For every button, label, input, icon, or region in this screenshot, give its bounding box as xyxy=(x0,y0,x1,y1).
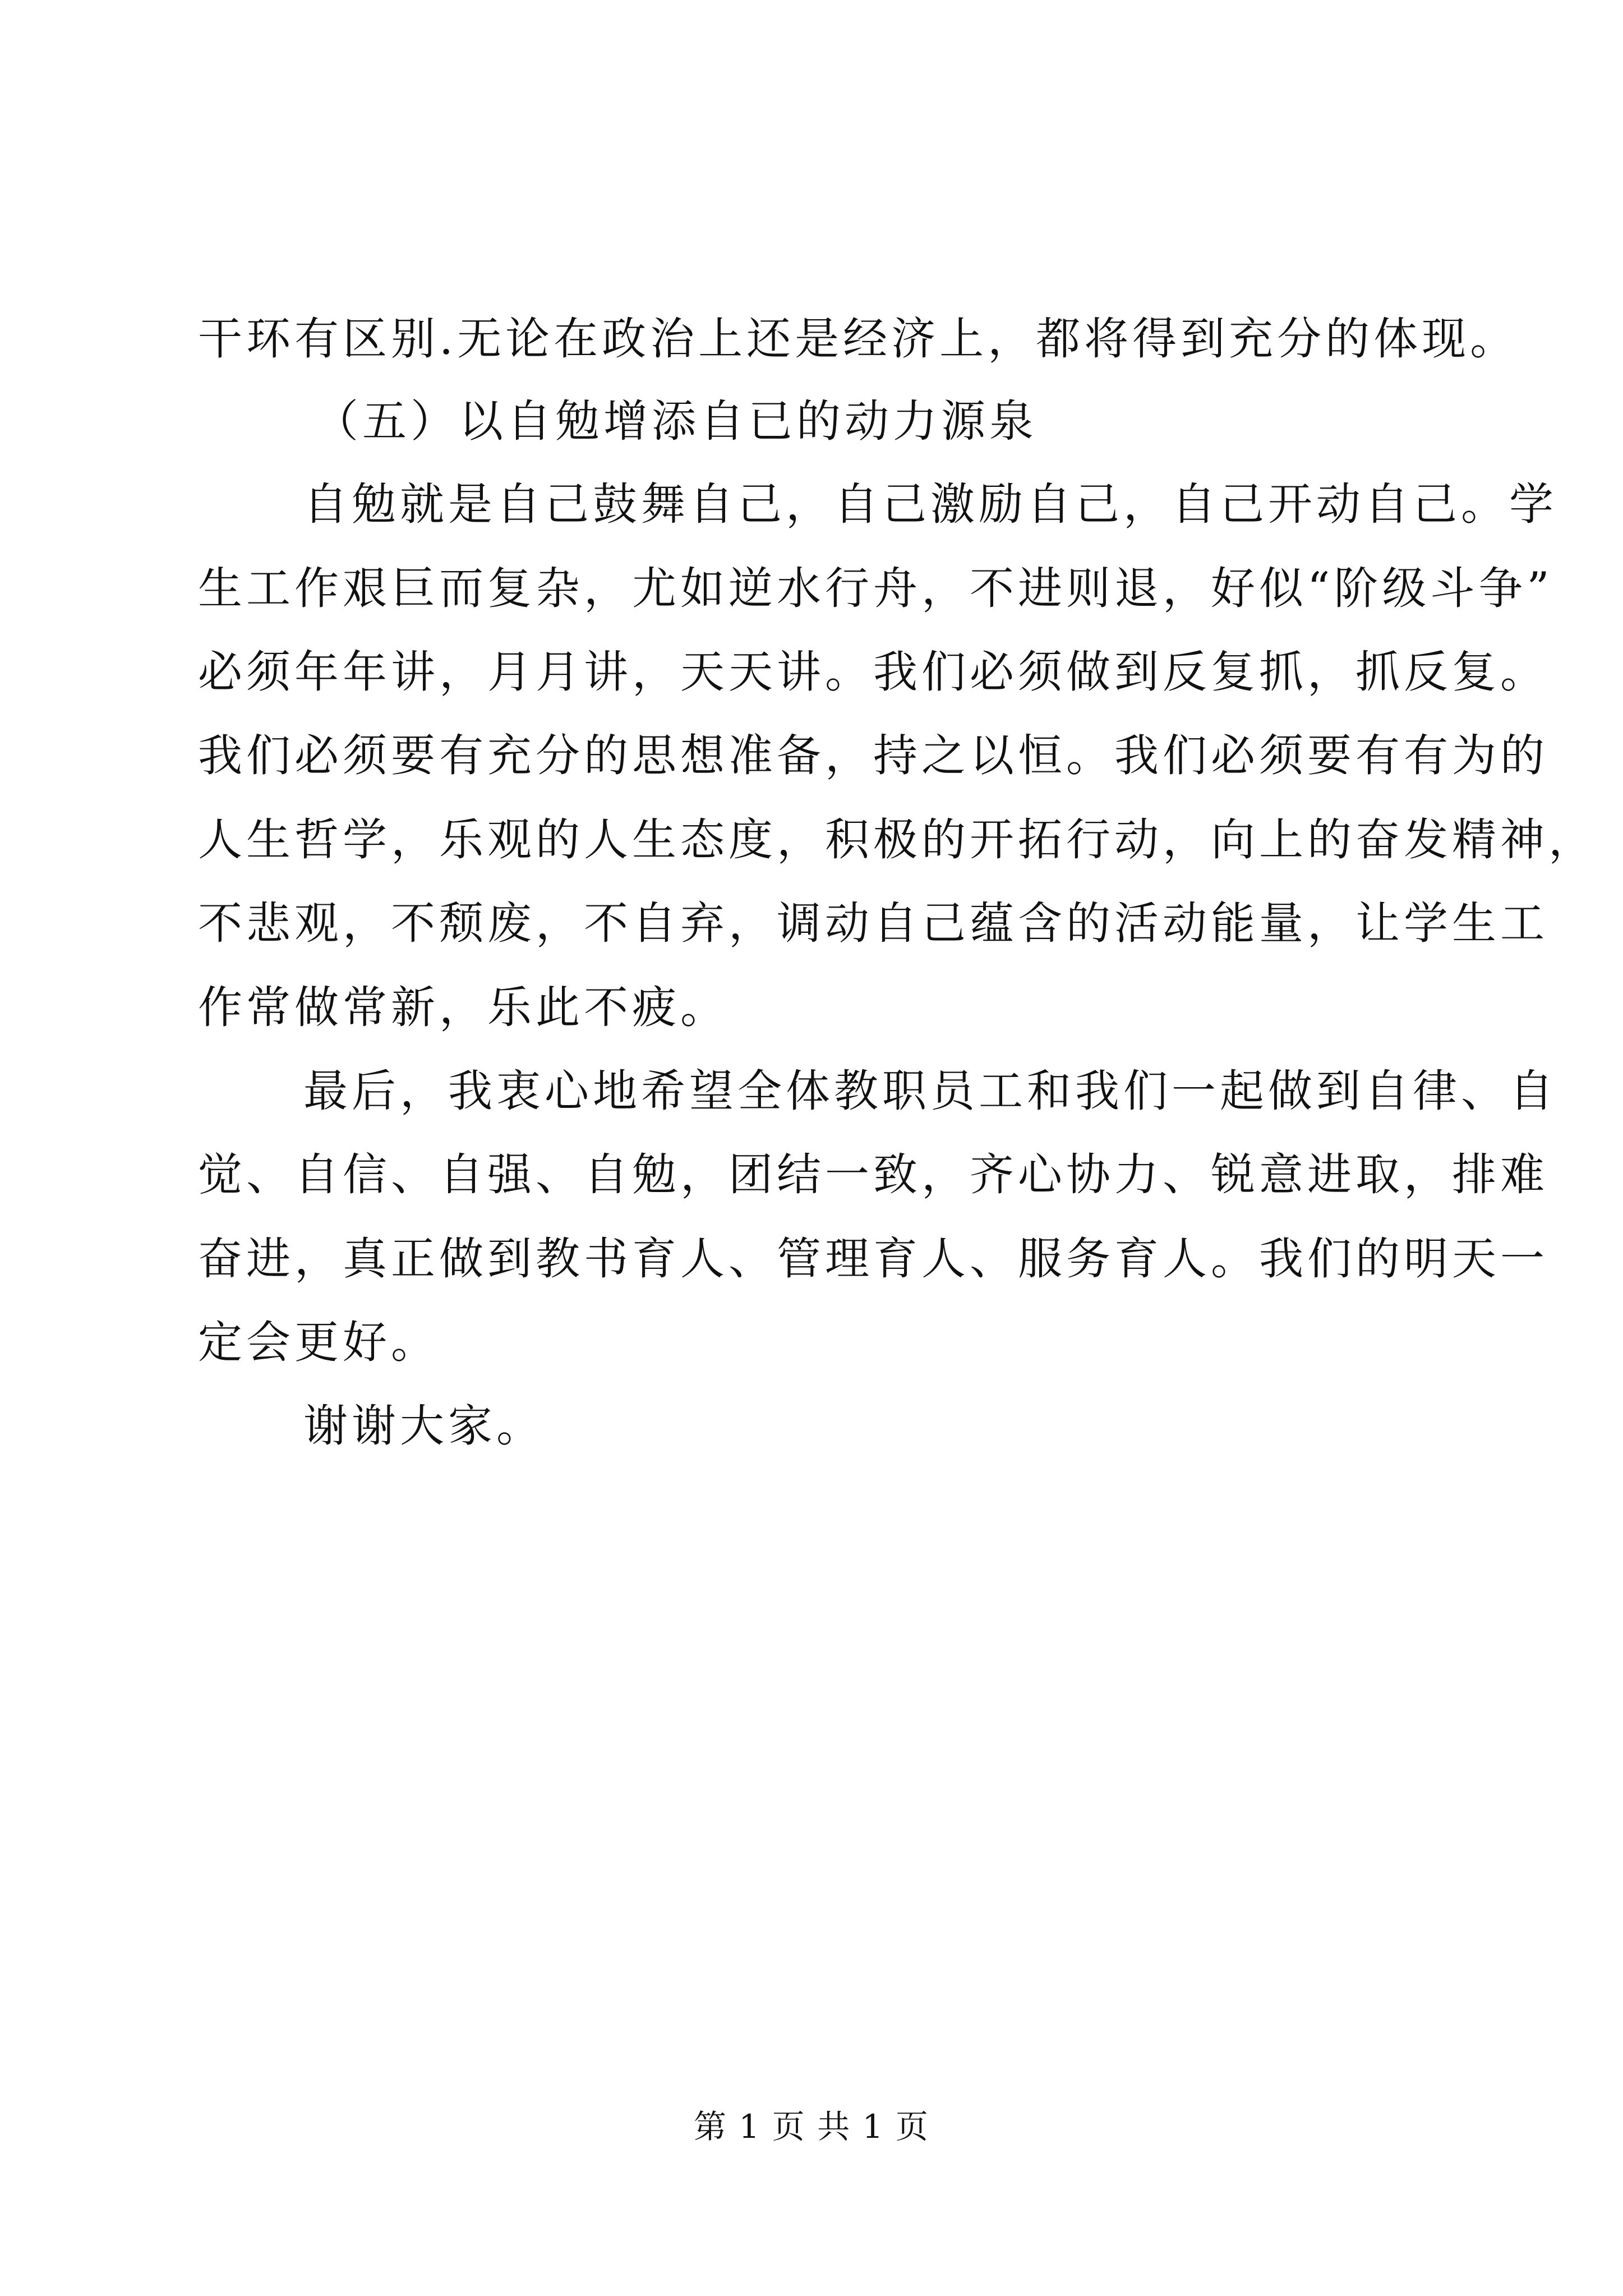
paragraph-line: 作常做常新，乐此不疲。 xyxy=(198,982,728,1033)
paragraph-line: 自勉就是自己鼓舞自己，自己激励自己，自己开动自己。学 xyxy=(303,478,1557,530)
paragraph-continuation-line: 干环有区别.无论在政治上还是经济上，都将得到充分的体现。 xyxy=(198,313,1519,365)
paragraph-line: 人生哲学，乐观的人生态度，积极的开拓行动，向上的奋发精神， xyxy=(198,814,1597,866)
section-heading: （五）以自勉增添自已的动力源泉 xyxy=(314,395,1038,447)
paragraph-line: 不悲观，不颓废，不自弃，调动自己蕴含的活动能量，让学生工 xyxy=(198,898,1548,949)
paragraph-line: 觉、自信、自强、自勉，团结一致，齐心协力、锐意进取，排难 xyxy=(198,1149,1548,1200)
page-footer: 第 1 页 共 1 页 xyxy=(694,2108,929,2146)
paragraph-line: 奋进，真正做到教书育人、管理育人、服务育人。我们的明天一 xyxy=(198,1233,1548,1285)
paragraph-line: 最后，我衷心地希望全体教职员工和我们一起做到自律、自 xyxy=(303,1065,1557,1117)
closing-line: 谢谢大家。 xyxy=(303,1400,545,1452)
paragraph-line: 生工作艰巨而复杂，尤如逆水行舟，不进则退，好似“阶级斗争” xyxy=(198,563,1553,614)
paragraph-line: 定会更好。 xyxy=(198,1317,439,1368)
paragraph-line: 必须年年讲，月月讲，天天讲。我们必须做到反复抓，抓反复。 xyxy=(198,646,1548,698)
paragraph-line: 我们必须要有充分的思想准备，持之以恒。我们必须要有有为的 xyxy=(198,730,1548,781)
